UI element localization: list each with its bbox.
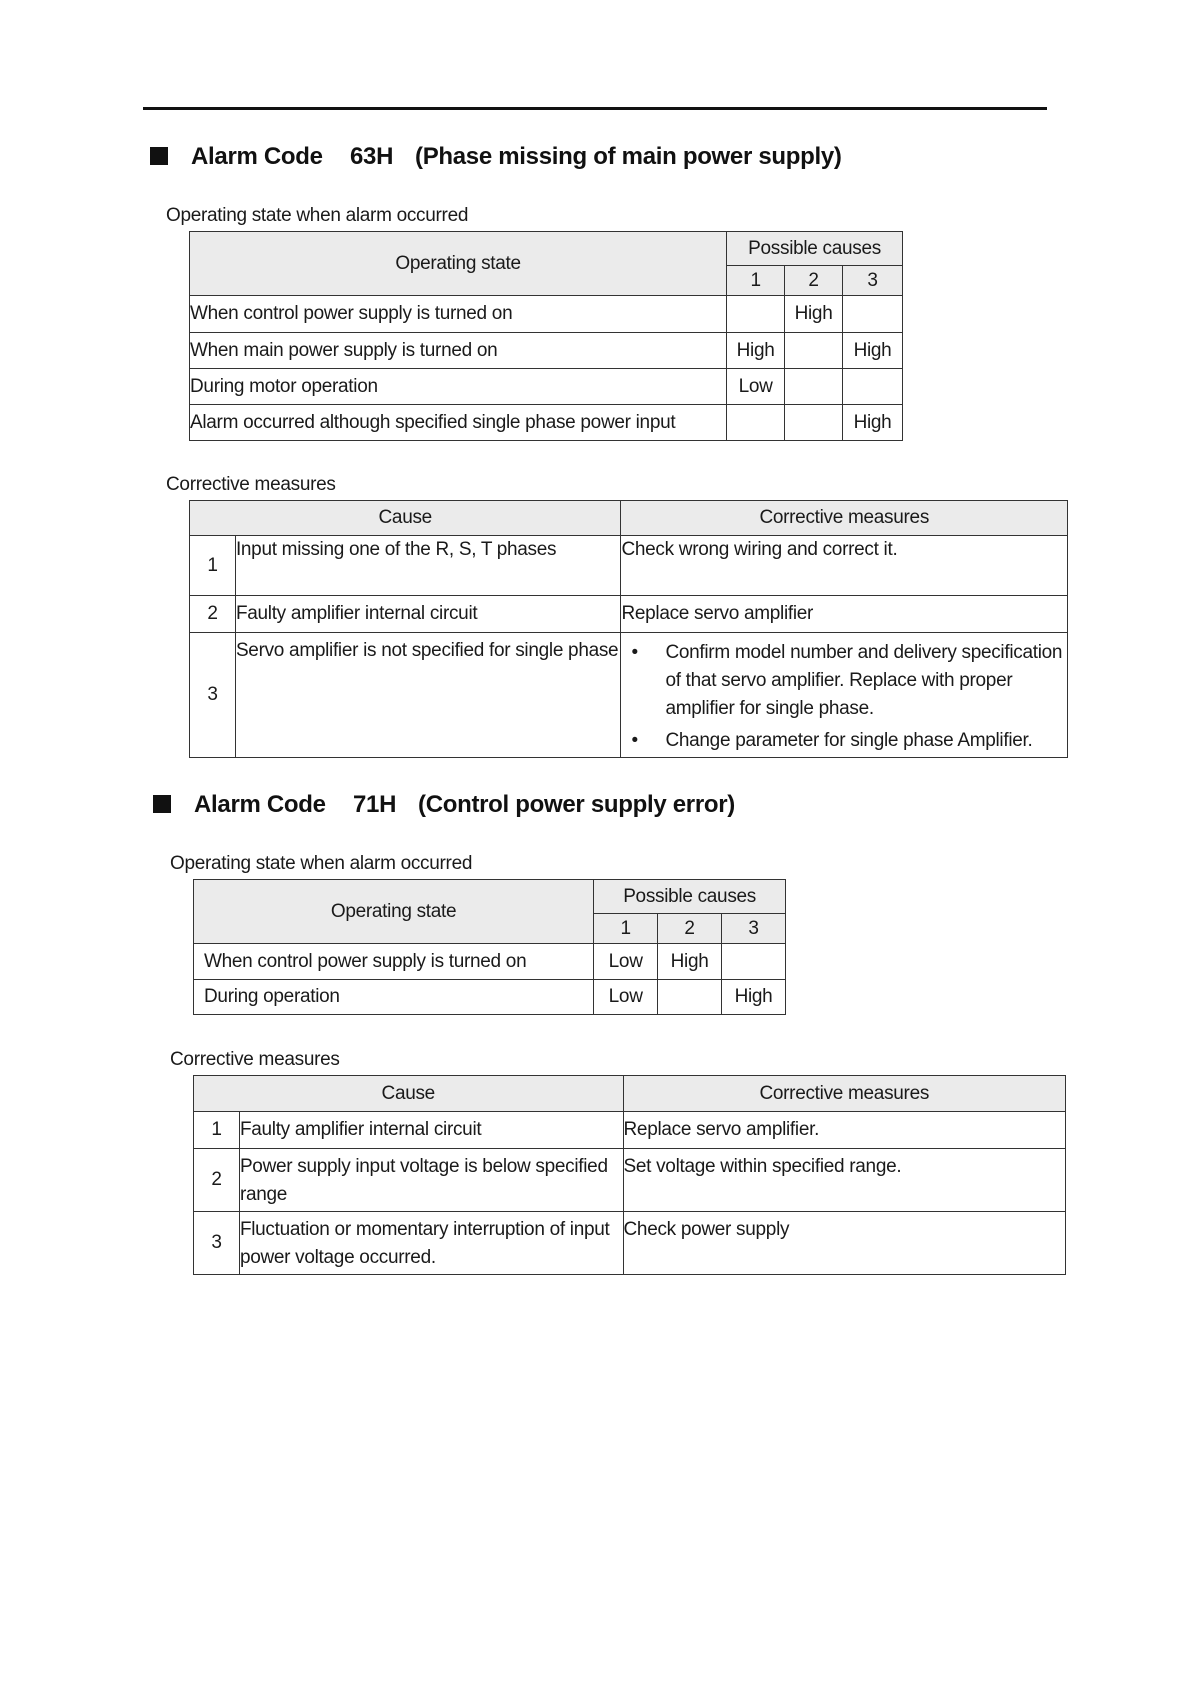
cause-1-cell — [727, 296, 785, 333]
cause-cell: Input missing one of the R, S, T phases — [235, 536, 621, 596]
cause-2-cell — [785, 405, 843, 441]
table-row — [190, 536, 1068, 596]
alarm-code-label: Alarm Code — [191, 143, 323, 170]
header-operating-state: Operating state — [194, 880, 594, 944]
section-bullet-icon — [153, 795, 171, 813]
bullet-dot-icon: • — [631, 642, 638, 663]
cause-number: 3 — [722, 914, 786, 944]
measure-cell: Set voltage within specified range. — [623, 1149, 1066, 1212]
cause-2-cell — [785, 369, 843, 405]
state-cell: Alarm occurred although specified single phase power input — [190, 405, 727, 441]
header-possible-causes: Possible causes — [727, 232, 903, 266]
state-cell: When control power supply is turned on — [194, 944, 594, 980]
header-corrective-measures: Corrective measures — [621, 501, 1068, 536]
alarm-code-value: 71H — [353, 791, 397, 818]
state-cell: When main power supply is turned on — [190, 333, 727, 369]
table-row — [194, 1212, 1066, 1275]
row-number: 1 — [190, 536, 236, 596]
header-corrective-measures: Corrective measures — [623, 1076, 1066, 1112]
cause-2-cell: High — [658, 944, 722, 980]
state-cell: During motor operation — [190, 369, 727, 405]
cause-1-cell — [727, 405, 785, 441]
list-item: • Confirm model number and delivery specification of that servo amplifier. Replace with proper amplifier for single phase. — [621, 639, 1067, 723]
header-operating-state: Operating state — [190, 232, 727, 296]
table-row — [190, 333, 903, 369]
row-number: 3 — [194, 1212, 240, 1275]
header-cause: Cause — [190, 501, 621, 536]
cause-cell: Faulty amplifier internal circuit — [235, 596, 621, 633]
row-number: 3 — [190, 633, 236, 758]
cause-number: 2 — [785, 266, 843, 296]
list-item: • Change parameter for single phase Amplifier. — [621, 727, 1067, 755]
measure-cell: Replace servo amplifier. — [623, 1112, 1066, 1149]
row-number: 2 — [190, 596, 236, 633]
cause-1-cell: Low — [594, 980, 658, 1015]
table-row — [190, 633, 1068, 758]
section-bullet-icon — [150, 147, 168, 165]
corrective-measures-caption: Corrective measures — [170, 1049, 340, 1070]
corrective-measures-caption: Corrective measures — [166, 474, 336, 495]
cause-cell: Servo amplifier is not specified for single phase — [235, 633, 621, 758]
alarm-code-value: 63H — [350, 143, 394, 170]
cause-number: 2 — [658, 914, 722, 944]
alarm-code-description: (Phase missing of main power supply) — [415, 143, 842, 170]
measure-cell — [621, 633, 1068, 758]
header-possible-causes: Possible causes — [594, 880, 786, 914]
measure-cell: Check power supply — [623, 1212, 1066, 1275]
table-row — [190, 405, 903, 441]
cause-2-cell: High — [785, 296, 843, 333]
cause-cell: Faulty amplifier internal circuit — [239, 1112, 623, 1149]
cause-1-cell: High — [727, 333, 785, 369]
operating-state-caption: Operating state when alarm occurred — [166, 205, 469, 226]
alarm-71h-corrective-measures-table — [193, 1075, 1066, 1275]
cause-number: 3 — [843, 266, 903, 296]
cause-3-cell — [722, 944, 786, 980]
state-cell: When control power supply is turned on — [190, 296, 727, 333]
cause-number: 1 — [727, 266, 785, 296]
cause-3-cell — [843, 296, 903, 333]
alarm-63h-corrective-measures-table — [189, 500, 1068, 758]
operating-state-caption: Operating state when alarm occurred — [170, 853, 473, 874]
cause-2-cell — [785, 333, 843, 369]
table-row — [194, 1149, 1066, 1212]
cause-3-cell — [843, 369, 903, 405]
table-row — [190, 296, 903, 333]
bullet-dot-icon: • — [631, 730, 638, 751]
cause-cell: Power supply input voltage is below specified range — [239, 1149, 623, 1212]
table-row — [194, 1112, 1066, 1149]
alarm-71h-heading — [153, 791, 853, 821]
table-row — [190, 596, 1068, 633]
cause-1-cell: Low — [594, 944, 658, 980]
alarm-code-label: Alarm Code — [194, 791, 326, 818]
table-row — [194, 980, 786, 1015]
alarm-71h-operating-state-table — [193, 879, 786, 1015]
header-cause: Cause — [194, 1076, 624, 1112]
table-row — [190, 369, 903, 405]
table-row — [194, 944, 786, 980]
alarm-63h-operating-state-table — [189, 231, 903, 441]
cause-3-cell: High — [843, 405, 903, 441]
measure-bullet-list — [621, 639, 1067, 755]
cause-cell: Fluctuation or momentary interruption of input power voltage occurred. — [239, 1212, 623, 1275]
measure-cell: Check wrong wiring and correct it. — [621, 536, 1068, 596]
cause-2-cell — [658, 980, 722, 1015]
row-number: 1 — [194, 1112, 240, 1149]
measure-cell: Replace servo amplifier — [621, 596, 1068, 633]
cause-number: 1 — [594, 914, 658, 944]
state-cell: During operation — [194, 980, 594, 1015]
row-number: 2 — [194, 1149, 240, 1212]
cause-1-cell: Low — [727, 369, 785, 405]
top-rule — [143, 107, 1047, 110]
cause-3-cell: High — [843, 333, 903, 369]
cause-3-cell: High — [722, 980, 786, 1015]
alarm-63h-heading — [150, 143, 850, 173]
alarm-code-description: (Control power supply error) — [418, 791, 735, 818]
